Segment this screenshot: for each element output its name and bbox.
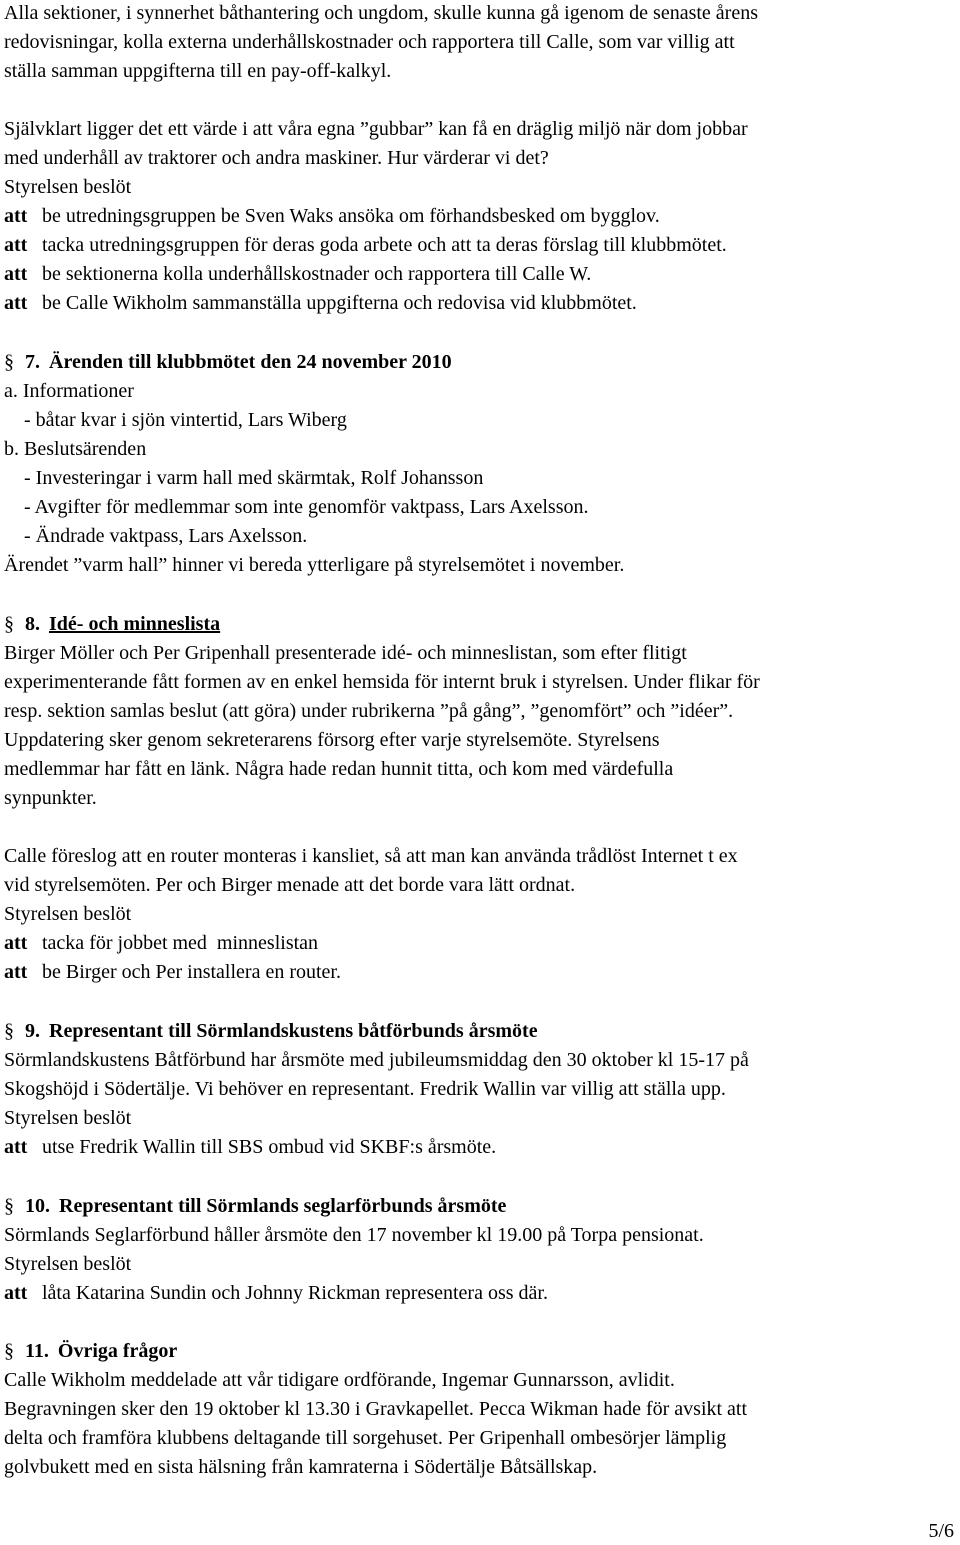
section-number: 9. <box>25 1020 40 1042</box>
section-symbol: § <box>4 1195 14 1217</box>
decision-item <box>4 290 637 316</box>
decision-item <box>4 261 591 287</box>
section-number: 7. <box>25 351 40 373</box>
page-number: 5/6 <box>928 1520 954 1542</box>
section-8-heading <box>4 611 220 637</box>
section-11-line: golvbukett med en sista hälsning från kamraterna i Södertälje Båtsällskap. <box>4 1456 598 1478</box>
intro-line-2: redovisningar, kolla externa underhållskostnader och rapportera till Calle, som var villig att <box>4 31 735 53</box>
section-symbol: § <box>4 351 14 373</box>
section-8-line: Birger Möller och Per Gripenhall presenterade idé- och minneslistan, som efter flitigt <box>4 642 687 664</box>
section-7-line: Ärendet ”varm hall” hinner vi bereda ytterligare på styrelsemötet i november. <box>4 554 625 576</box>
section-7-line: - Ändrade vaktpass, Lars Axelsson. <box>4 525 308 547</box>
decision-text: låta Katarina Sundin och Johnny Rickman representera oss där. <box>42 1282 548 1304</box>
section-11-line: Calle Wikholm meddelade att vår tidigare ordförande, Ingemar Gunnarsson, avlidit. <box>4 1369 675 1391</box>
decision-item <box>4 1134 496 1160</box>
section-symbol: § <box>4 613 14 635</box>
section-8-line: Uppdatering sker genom sekreterarens försorg efter varje styrelsemöte. Styrelsens <box>4 729 660 751</box>
decision-text: be sektionerna kolla underhållskostnader och rapportera till Calle W. <box>42 263 592 285</box>
decision-heading: Styrelsen beslöt <box>4 176 132 198</box>
section-title: Övriga frågor <box>57 1340 178 1362</box>
section-symbol: § <box>4 1340 14 1362</box>
section-title: Idé- och minneslista <box>49 613 221 635</box>
section-8-line: medlemmar har fått en länk. Några hade redan hunnit titta, och kom med värdefulla <box>4 758 674 780</box>
decision-text: utse Fredrik Wallin till SBS ombud vid SKBF:s årsmöte. <box>42 1136 497 1158</box>
para2-line-1: Självklart ligger det ett värde i att våra egna ”gubbar” kan få en dräglig miljö när dom jobbar <box>4 118 748 140</box>
section-8-line: Calle föreslog att en router monteras i kansliet, så att man kan använda trådlöst Internet t ex <box>4 845 738 867</box>
section-number: 10. <box>25 1195 50 1217</box>
decision-text: tacka utredningsgruppen för deras goda arbete och att ta deras förslag till klubbmötet. <box>42 234 727 256</box>
att-label: att <box>4 205 28 227</box>
decision-text: tacka för jobbet med minneslistan <box>42 932 319 954</box>
intro-line-3: ställa samman uppgifterna till en pay-off-kalkyl. <box>4 60 392 82</box>
decision-item <box>4 203 660 229</box>
section-title: Ärenden till klubbmötet den 24 november 2010 <box>49 351 452 373</box>
section-8-line: experimenterande fått formen av en enkel hemsida för internt bruk i styrelsen. Under flikar för <box>4 671 760 693</box>
decision-text: be Calle Wikholm sammanställa uppgifterna och redovisa vid klubbmötet. <box>42 292 637 314</box>
decision-item <box>4 1280 548 1306</box>
section-11-heading <box>4 1338 177 1364</box>
decision-heading: Styrelsen beslöt <box>4 1253 132 1275</box>
decision-heading: Styrelsen beslöt <box>4 903 132 925</box>
section-title: Representant till Sörmlandskustens båtförbunds årsmöte <box>49 1020 538 1042</box>
para2-line-2: med underhåll av traktorer och andra maskiner. Hur värderar vi det? <box>4 147 549 169</box>
section-7-line: a. Informationer <box>4 380 134 402</box>
att-label: att <box>4 932 28 954</box>
att-label: att <box>4 1282 28 1304</box>
section-9-line: Sörmlandskustens Båtförbund har årsmöte med jubileumsmiddag den 30 oktober kl 15-17 på <box>4 1049 749 1071</box>
section-symbol: § <box>4 1020 14 1042</box>
decision-item <box>4 930 318 956</box>
section-8-line: vid styrelsemöten. Per och Birger menade att det borde vara lätt ordnat. <box>4 874 576 896</box>
att-label: att <box>4 292 28 314</box>
section-number: 11. <box>25 1340 49 1362</box>
section-11-line: Begravningen sker den 19 oktober kl 13.30 i Gravkapellet. Pecca Wikman hade för avsikt att <box>4 1398 748 1420</box>
decision-heading: Styrelsen beslöt <box>4 1107 132 1129</box>
section-10-line: Sörmlands Seglarförbund håller årsmöte den 17 november kl 19.00 på Torpa pensionat. <box>4 1224 704 1246</box>
intro-line-1: Alla sektioner, i synnerhet båthantering och ungdom, skulle kunna gå igenom de senaste årens <box>4 2 758 24</box>
section-7-line: - båtar kvar i sjön vintertid, Lars Wiberg <box>4 409 347 431</box>
section-8-line: synpunkter. <box>4 787 97 809</box>
decision-text: be utredningsgruppen be Sven Waks ansöka om förhandsbesked om bygglov. <box>42 205 660 227</box>
section-title: Representant till Sörmlands seglarförbunds årsmöte <box>59 1195 507 1217</box>
decision-text: be Birger och Per installera en router. <box>42 961 341 983</box>
decision-item <box>4 232 727 258</box>
att-label: att <box>4 1136 28 1158</box>
section-9-heading <box>4 1018 538 1044</box>
section-9-line: Skogshöjd i Södertälje. Vi behöver en representant. Fredrik Wallin var villig att ställa upp. <box>4 1078 726 1100</box>
att-label: att <box>4 263 28 285</box>
section-number: 8. <box>25 613 40 635</box>
section-10-heading <box>4 1193 506 1219</box>
att-label: att <box>4 961 28 983</box>
section-11-line: delta och framföra klubbens deltagande till sorgehuset. Per Gripenhall ombesörjer lämplig <box>4 1427 727 1449</box>
att-label: att <box>4 234 28 256</box>
decision-item <box>4 959 341 985</box>
section-7-line: - Investeringar i varm hall med skärmtak, Rolf Johansson <box>4 467 484 489</box>
section-8-line: resp. sektion samlas beslut (att göra) under rubrikerna ”på gång”, ”genomfört” och ”idéer”. <box>4 700 734 722</box>
section-7-line: b. Beslutsärenden <box>4 438 147 460</box>
section-7-line: - Avgifter för medlemmar som inte genomför vaktpass, Lars Axelsson. <box>4 496 589 518</box>
section-7-heading <box>4 349 452 375</box>
